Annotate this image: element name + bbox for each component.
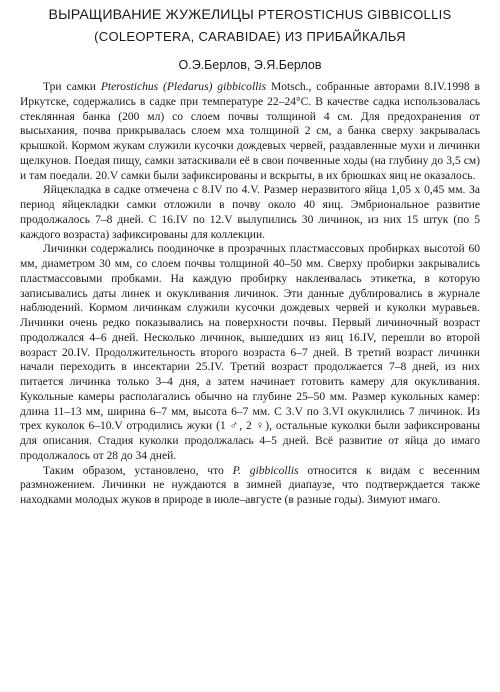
paragraph-text: Таким образом, установлено, что xyxy=(43,464,233,477)
title-prefix: ВЫРАЩИВАНИЕ ЖУЖЕЛИЦЫ xyxy=(48,7,258,23)
body-paragraph xyxy=(20,242,480,463)
paragraph-text: Яйцекладка в садке отмечена с 8.IV по 4.V. Размер неразвитого яйца 1,05 х 0,45 мм. За период яйцекладки самки отложили в почву около 40 яиц. Эмбриональное развитие продолжалось 7–8 дней. С 16.IV по 12.V вылупились 30 личинок, из них 15 штук (по 5 каждого возраста) зафиксированы для коллекции. xyxy=(20,184,480,241)
body-paragraph xyxy=(20,183,480,242)
article-title xyxy=(20,4,480,48)
species-name: P. gibbicollis xyxy=(232,464,299,477)
paragraph-text: Три самки xyxy=(43,81,101,93)
title-species: PTEROSTICHUS GIBBICOLLIS xyxy=(257,7,452,22)
title-line-2: (COLEOPTERA, CARABIDAE) ИЗ ПРИБАЙКАЛЬЯ xyxy=(94,29,406,44)
species-name: Pterostichus (Pledarus) gibbicollis xyxy=(100,81,267,93)
article-authors: О.Э.Берлов, Э.Я.Берлов xyxy=(178,58,322,72)
title-line-1 xyxy=(49,7,452,23)
body-paragraph xyxy=(20,80,480,183)
article-body xyxy=(20,80,480,508)
paragraph-text: Личинки содержались поодиночке в прозрачных пластмассовых пробирках высотой 60 мм, диаметром 30 мм, со слоем почвы толщиной 40–50 мм. Сверху пробирки закрывались пластмассовыми пробками. На каждую пробирку наклеивалась этикетка, в которую записывались даты линек и окукливания личинок. Эти данные дублировались в журнале наблюдений. Кормом личинкам служили кусочки дождевых червей и куколки муравьев. Личинки очень редко показывались на поверхности почвы. Первый личиночный возраст продолжался 4–6 дней. Несколько личинок, вышедших из яиц 16.IV, перешли во второй возраст 20.IV. Продолжительность второго возраста 6–7 дней. В третий возраст личинки начали переходить в инсектарии 25.IV. Третий возраст продолжается 7–8 дней, из них питается личинка только 3–4 дня, а затем начинает готовить камеру для окукливания. Кукольные камеры располагались обычно на глубине 25–50 мм. Размер кукольных камер: длина 11–13 мм, ширина 6–7 мм, высота 6–7 мм. С 3.V по 3.VI окуклились 7 личинок. Из трех куколок 6–10.V отродились жуки (1 ♂, 2 ♀), остальные куколки были зафиксированы для описания. Стадия куколки продолжалась 4–5 дней. Всё развитие от яйца до имаго продолжалось от 28 до 34 дней. xyxy=(20,243,480,462)
paragraph-text: Motsch., собранные авторами 8.IV.1998 в Иркутске, содержались в садке при температуре 22–24°С. В качестве садка использовалась стеклянная банка (200 мл) со слоем почвы толщиной 4 см. Для предохранения от высыхания, почва прикрывалась слоем мха толщиной 2 см, а банка сверху закрывалась крышкой. Кормом жукам служили кусочки дождевых червей, раздавленные мухи и личинки щелкунов. Поедая пищу, самки затаскивали её в свои почвенные ходы (на глубину до 3,5 см) и там поедали. 20.V самки были зафиксированы и вскрыты, в их брюшках яиц не оказалось. xyxy=(20,81,480,182)
body-paragraph xyxy=(20,464,480,508)
paragraph-text: относится к видам с весенним размножением. Личинки не нуждаются в зимней диапаузе, что подтверждается также находками молодых жуков в природе в июле–августе (в разные годы). Зимуют имаго. xyxy=(20,464,480,506)
